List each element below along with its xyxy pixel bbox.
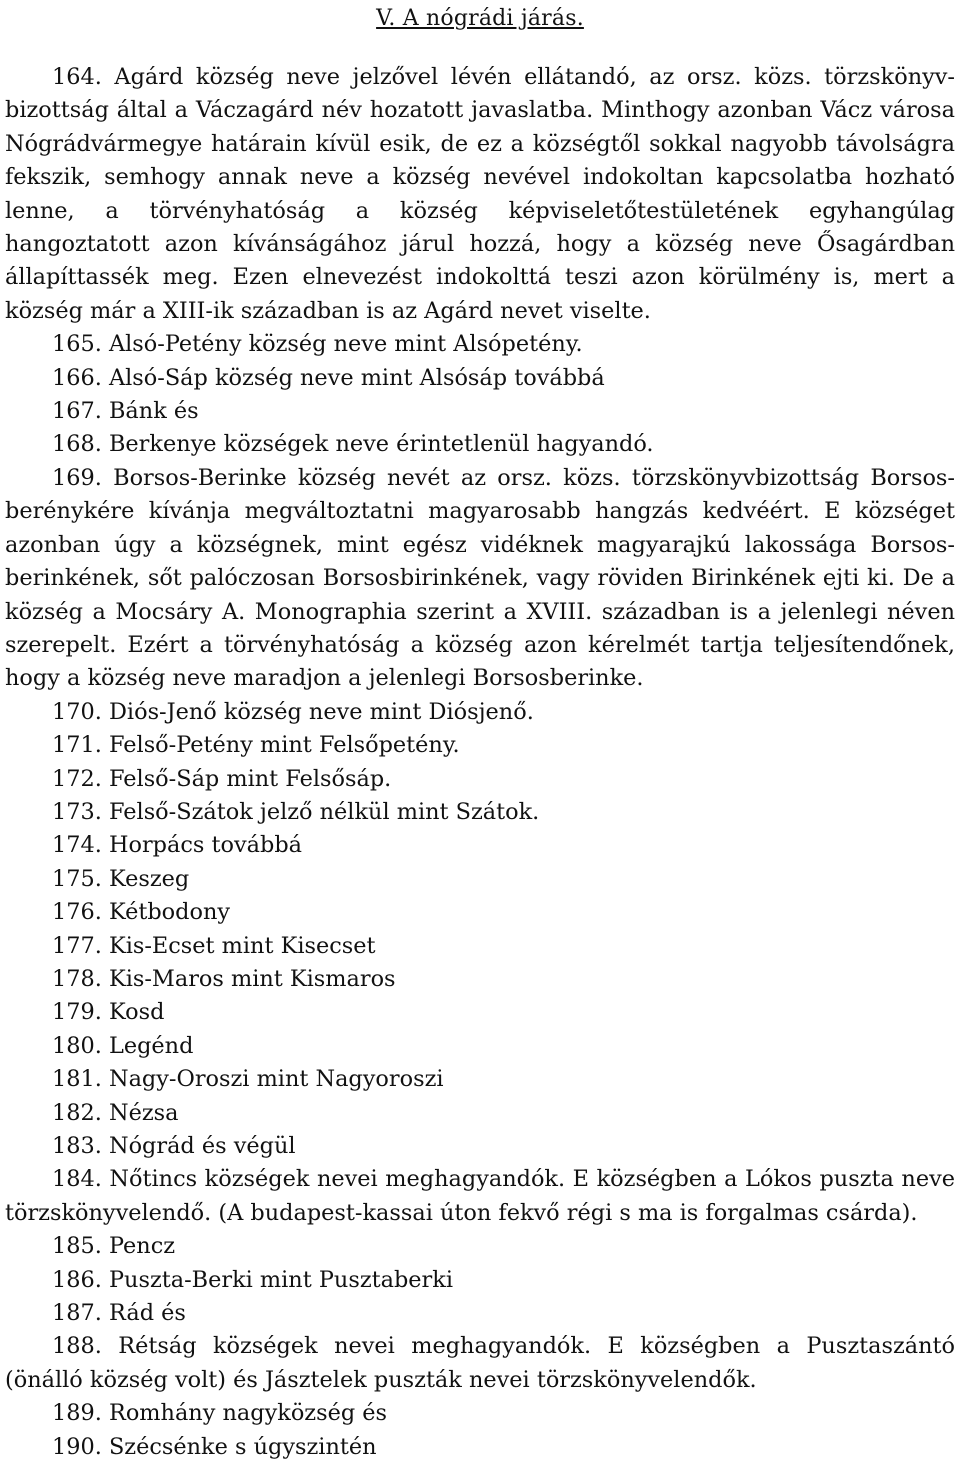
entry-190: 190. Szécsénke s úgyszintén [52,1433,377,1460]
entry-172: 172. Felső-Sáp mint Felsősáp. [52,765,392,792]
entry-171: 171. Felső-Petény mint Felsőpetény. [52,732,460,759]
entry-188: 188. Rétság községek nevei meghagyandók. E községben a Pusztaszántó (önálló község volt) és Jásztelek puszták nevei törzskönyvelendők. [5,1333,955,1393]
entry-184: 184. Nőtincs községek nevei meghagyandók. E községben a Lókos puszta neve törzskönyvelendő. (A budapest-kassai úton fekvő régi s ma is forgalmas csárda). [5,1166,955,1226]
entry-168: 168. Berkenye községek neve érintetlenül hagyandó. [52,431,654,458]
entry-178: 178. Kis-Maros mint Kismaros [52,965,396,992]
entry-187: 187. Rád és [52,1300,186,1327]
entry-183: 183. Nógrád és végül [52,1133,296,1159]
entry-167: 167. Bánk és [52,398,199,425]
entry-173: 173. Felső-Szátok jelző nélkül mint Szátok. [52,798,540,825]
entry-175: 175. Keszeg [52,865,190,892]
document-page [5,0,955,1464]
entry-174: 174. Horpács továbbá [52,832,303,859]
entry-165: 165. Alsó-Petény község neve mint Alsópetény. [52,331,583,358]
entry-169: 169. Borsos-Berinke község nevét az orsz. közs. törzskönyvbizottság Borsosberénykére kívánja megváltoztatni magyarosabb hangzás kedvéért. E községet azonban úgy a községnek, mint egész vidéknek magyarajkú lakossága Borsosberinkének, sőt palóczosan Borsosbirinkének, vagy röviden Birinkének ejti ki. De a község a Mocsáry A. Monographia szerint a XVIII. században is a jelenlegi néven szerepelt. Ezért a törvényhatóság a község azon kérelmét tartja teljesítendőnek, hogy a község neve maradjon a jelenlegi Borsosberinke. [5,464,955,692]
entry-180: 180. Legénd [52,1032,194,1059]
entry-179: 179. Kosd [52,999,165,1026]
entry-185: 185. Pencz [52,1233,176,1260]
entry-181: 181. Nagy-Oroszi mint Nagyoroszi [52,1066,444,1093]
section-heading: V. A nógrádi járás. [376,6,584,31]
entry-166: 166. Alsó-Sáp község neve mint Alsósáp továbbá [52,364,605,391]
entry-186: 186. Puszta-Berki mint Pusztaberki [52,1266,453,1293]
entry-189: 189. Romhány nagyközség és [52,1400,388,1427]
entry-182: 182. Nézsa [52,1099,179,1126]
entry-164: 164. Agárd község neve jelzővel lévén ellátandó, az orsz. közs. törzskönyvbizottság által a Váczagárd név hozatott javaslatba. Minthogy azonban Vácz városa Nógrádvármegye határain kívül esik, de ez a községtől sokkal nagyobb távolságra fekszik, semhogy annak neve a község nevével indokoltan kapcsolatba hozható lenne, a törvényhatóság a község képviseletőtestületének egyhangúlag hangoztatott azon kívánságához járul hozzá, hogy a község neve Ősagárdban állapíttassék meg. Ezen elnevezést indokolttá teszi azon körülmény is, mert a község már a XIII-ik században is az Agárd nevet viselte. [5,64,955,324]
entry-177: 177. Kis-Ecset mint Kisecset [52,932,376,959]
entry-170: 170. Diós-Jenő község neve mint Diósjenő. [52,698,534,725]
entry-176: 176. Kétbodony [52,899,231,926]
